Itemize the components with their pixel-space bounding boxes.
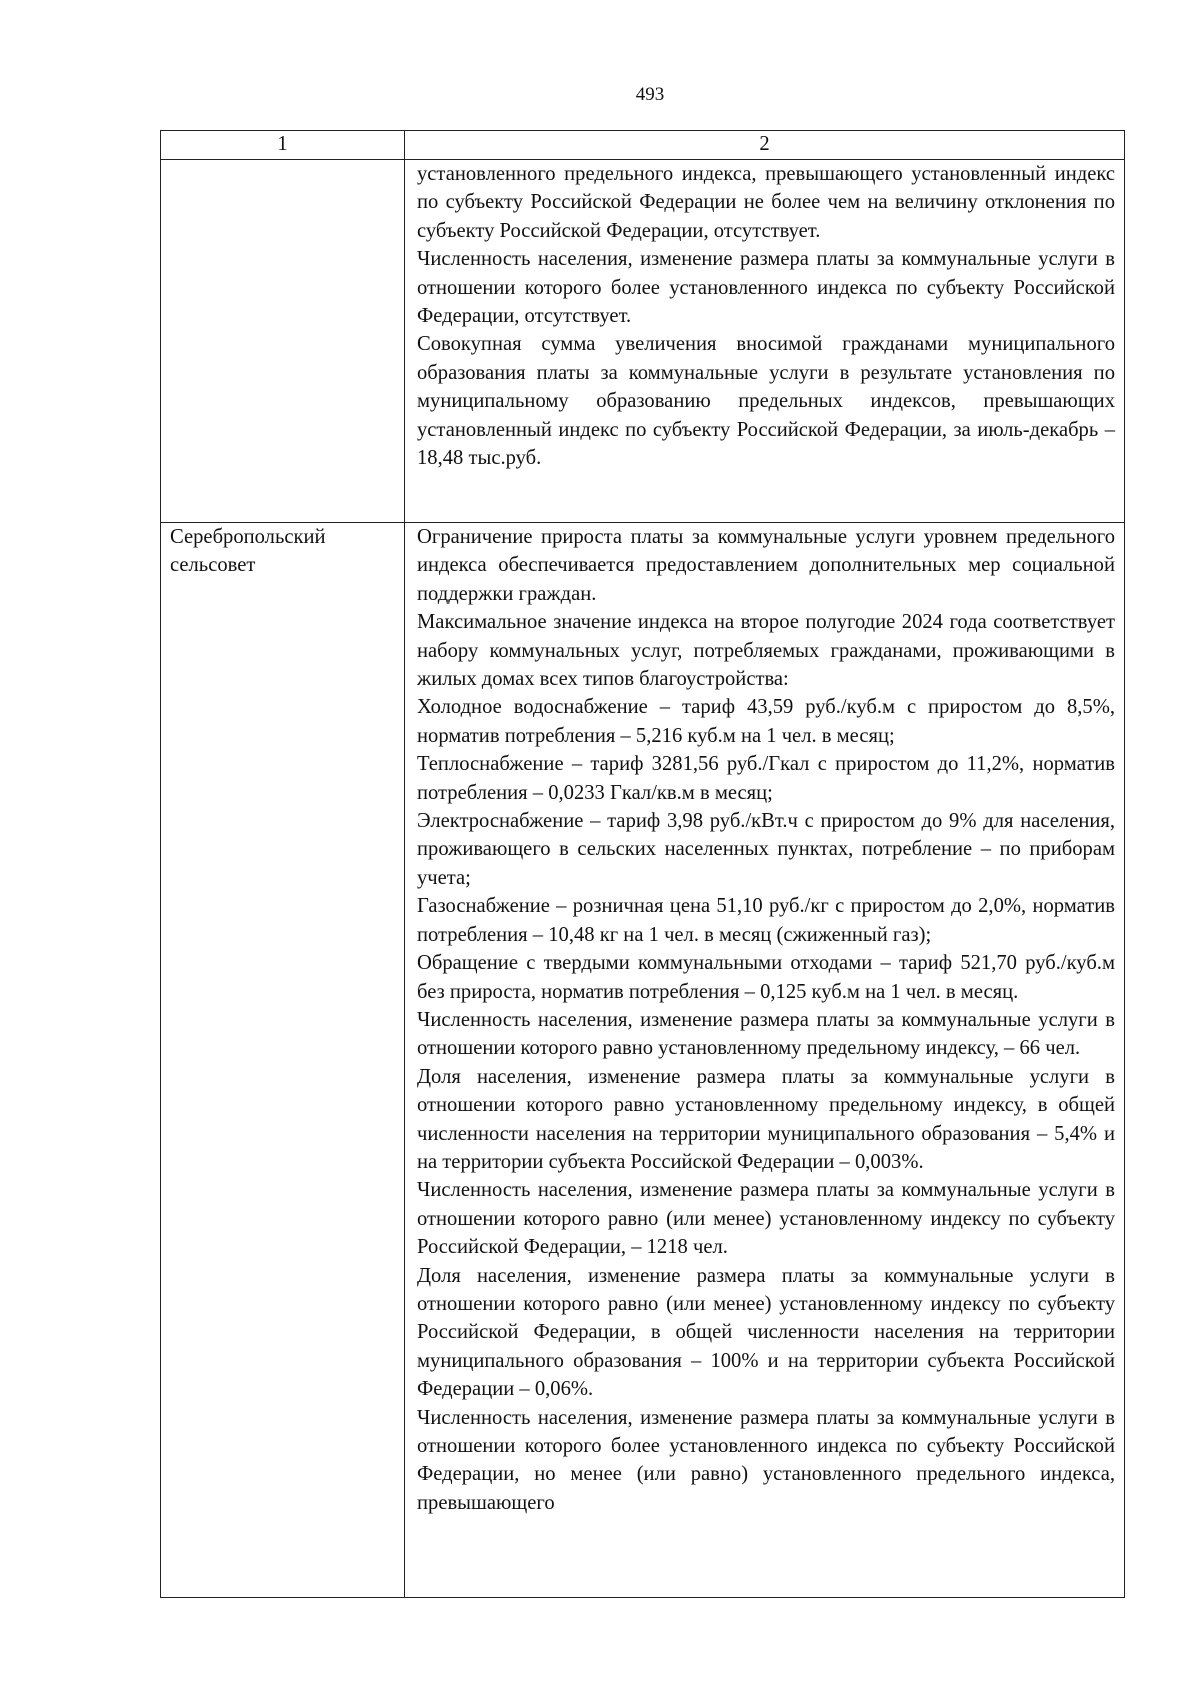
paragraph: установленного предельного индекса, превышающего установленный индекс по субъекту Российской Федерации не более чем на величину отклонения по субъекту Российской Федерации, отсутствует. (417, 163, 1115, 242)
paragraph: Численность населения, изменение размера платы за коммунальные услуги в отношении которого более установленного индекса по субъекту Российской Федерации, отсутствует. (417, 248, 1115, 328)
paragraph: Ограничение прироста платы за коммунальные услуги уровнем предельного индекса обеспечивается предоставлением дополнительных мер социальной поддержки граждан. (417, 526, 1115, 605)
municipality-name-cell: Серебропольский сельсовет (161, 523, 405, 1598)
document-table (160, 130, 1125, 1598)
table-row (161, 523, 1125, 1598)
paragraph: Численность населения, изменение размера платы за коммунальные услуги в отношении которого равно установленному предельному индексу, – 66 чел. (417, 1008, 1115, 1060)
table-header-row (161, 131, 1125, 160)
description-cell (405, 523, 1125, 1598)
description-cell (405, 160, 1125, 523)
paragraph: Максимальное значение индекса на второе полугодие 2024 года соответствует набору коммунальных услуг, потребляемых гражданами, проживающими в жилых домах всех типов благоустройства: (417, 611, 1115, 691)
column-header-1: 1 (161, 131, 405, 160)
paragraph: Доля населения, изменение размера платы за коммунальные услуги в отношении которого равно установленному предельному индексу, в общей численности населения на территории муниципального образования – 5,4% и на территории субъекта Российской Федерации – 0,003%. (417, 1065, 1115, 1173)
paragraph: Теплоснабжение – тариф 3281,56 руб./Гкал с приростом до 11,2%, норматив потребления – 0,0233 Гкал/кв.м в месяц; (417, 753, 1115, 804)
paragraph: Численность населения, изменение размера платы за коммунальные услуги в отношении которого равно (или менее) установленному индексу по субъекту Российской Федерации, – 1218 чел. (417, 1179, 1115, 1259)
paragraph: Численность населения, изменение размера платы за коммунальные услуги в отношении которого более установленного индекса по субъекту Российской Федерации, но менее (или равно) установленного предельного индекса, превышающего (417, 1406, 1115, 1514)
municipality-name-cell (161, 160, 405, 523)
page-number: 493 (635, 84, 665, 105)
paragraph: Доля населения, изменение размера платы за коммунальные услуги в отношении которого равно (или менее) установленному индексу по субъекту Российской Федерации, в общей численности населения на территории муниципального образования – 100% и на территории субъекта Российской Федерации – 0,06%. (417, 1264, 1115, 1401)
column-header-2: 2 (405, 131, 1125, 160)
table-row (161, 160, 1125, 523)
paragraph: Электроснабжение – тариф 3,98 руб./кВт.ч с приростом до 9% для населения, проживающего в сельских населенных пунктах, потребление – по приборам учета; (417, 810, 1115, 889)
paragraph: Обращение с твердыми коммунальными отходами – тариф 521,70 руб./куб.м без прироста, норматив потребления – 0,125 куб.м на 1 чел. в месяц. (417, 952, 1115, 1003)
paragraph: Холодное водоснабжение – тариф 43,59 руб./куб.м с приростом до 8,5%, норматив потребления – 5,216 куб.м на 1 чел. в месяц; (417, 696, 1115, 747)
paragraph: Газоснабжение – розничная цена 51,10 руб./кг с приростом до 2,0%, норматив потребления – 10,48 кг на 1 чел. в месяц (сжиженный газ); (417, 895, 1115, 946)
paragraph: Совокупная сумма увеличения вносимой гражданами муниципального образования платы за коммунальные услуги в результате установления по муниципальному образованию предельных индексов, превышающих установленный индекс по субъекту Российской Федерации, за июль-декабрь – 18,48 тыс.руб. (417, 333, 1115, 470)
